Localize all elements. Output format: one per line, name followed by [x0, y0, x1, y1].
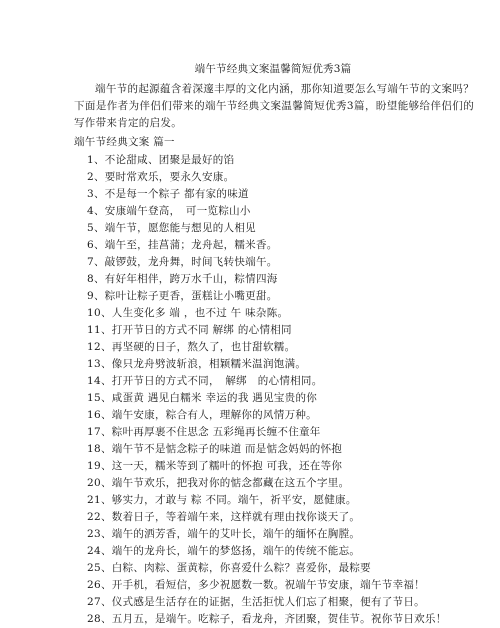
list-item [87, 526, 474, 543]
list-item-number: 18、 [87, 443, 112, 455]
list-item-text: 端午节欢乐，把我对你的惦念都藏在这五个字里。 [111, 477, 350, 489]
list-item [87, 237, 474, 254]
list-item-number: 12、 [87, 341, 112, 353]
list-item-number: 15、 [87, 392, 112, 404]
section-heading: 端午节经典文案 篇一 [74, 136, 175, 148]
intro-paragraph: 端午节的起源蕴含着深邃丰厚的文化内涵，那你知道要怎么写端午节的文案吗？下面是作者为伴侣们带来的端午节经典文案温馨简短优秀3篇，盼望能够给伴侣们的写作带来肯定的启发。 [74, 83, 474, 129]
list-item [87, 475, 474, 492]
list-item-text: 不论甜咸、团聚是最好的馅 [104, 154, 235, 166]
list-item-text: 端午节不是惦念粽子的味道 而是惦念妈妈的怀抱 [111, 443, 343, 455]
list-item-number: 23、 [87, 528, 112, 540]
list-item-text: 够实力，才敢与 粽 不同。端午，祈平安，愿健康。 [111, 494, 357, 506]
list-item-text: 粽叶再厚裹不住思念 五彩绳再长缠不住童年 [111, 426, 321, 438]
list-item-text: 数着日子，等着端午来，这样就有理由找你谈天了。 [111, 511, 361, 523]
list-item [87, 169, 474, 186]
list-item-number: 13、 [87, 358, 112, 370]
list-item-number: 28、 [87, 613, 112, 625]
list-item-text: 像只龙舟劈波斩浪，相颖糯米温润饱满。 [111, 358, 307, 370]
list-item-number: 1、 [87, 154, 105, 166]
list-item-number: 4、 [87, 205, 105, 217]
list-item [87, 152, 474, 169]
list-item-text: 开手机，看短信，多少祝愿数一数。祝端午节安康，端午节幸福！ [111, 579, 425, 591]
list-item [87, 441, 474, 458]
list-item [87, 203, 474, 220]
list-item-number: 20、 [87, 477, 112, 489]
list-item-text: 端午安康，粽合有人，理解你的风情万种。 [111, 409, 317, 421]
list-item [87, 611, 474, 628]
list-item-text: 粽叶让粽子更香，蛋糕让小嘴更甜。 [104, 290, 278, 302]
list-item [87, 271, 474, 288]
list-item [87, 186, 474, 203]
list-item-text: 打开节日的方式不同 解绑 的心情相同 [111, 324, 292, 336]
list-item-text: 端午的龙舟长，端午的梦悠扬，端午的传统不能忘。 [111, 545, 361, 557]
list-item [87, 356, 474, 373]
list-item [87, 424, 474, 441]
list-item [87, 254, 474, 271]
list-item [87, 492, 474, 509]
list-item-text: 仪式感是生活存在的证据，生活拒忧人们忘了相聚，便有了节日。 [111, 596, 425, 608]
list-item-text: 端午节，愿您能与想见的人相见 [104, 222, 256, 234]
list-item-text: 端午至，挂菖蒲；龙舟起，糯米香。 [104, 239, 278, 251]
list-item-number: 3、 [87, 188, 105, 200]
list-item-number: 17、 [87, 426, 112, 438]
list-item-number: 6、 [87, 239, 105, 251]
list-item [87, 594, 474, 611]
list-item [87, 220, 474, 237]
list-item-number: 9、 [87, 290, 105, 302]
list-item [87, 509, 474, 526]
list-item-text: 这一天，糯米等到了糯叶的怀抱 可我，还在等你 [111, 460, 343, 472]
list-item [87, 339, 474, 356]
list-item-number: 10、 [87, 307, 112, 319]
list-item-text: 端午的洒芳香，端午的艾叶长，端午的缅怀在胸膛。 [111, 528, 361, 540]
list-item [87, 305, 474, 322]
list-item-number: 25、 [87, 562, 112, 574]
list-item-text: 再坚硬的日子，熬久了，也甘甜软糯。 [111, 341, 296, 353]
list-item-number: 2、 [87, 171, 105, 183]
list-item-text: 白粽、肉粽、蛋黄粽，你喜爱什么粽？喜爱你，最粽要 [111, 562, 371, 574]
list-item-text: 安康端午登高， 可一览粽山小 [104, 205, 251, 217]
list-item [87, 543, 474, 560]
list-item [87, 560, 474, 577]
list-item-number: 26、 [87, 579, 112, 591]
copy-list [74, 152, 474, 628]
list-item-text: 五月五，是端午。吃粽子，看龙舟，齐团聚，贺佳节。祝你节日欢乐！ [111, 613, 447, 625]
list-item-text: 敲锣鼓，龙舟舞，时间飞转快端午。 [104, 256, 278, 268]
list-item-number: 27、 [87, 596, 112, 608]
list-item-number: 22、 [87, 511, 112, 523]
list-item [87, 288, 474, 305]
list-item-text: 打开节日的方式不同， 解绑 的心情相同。 [111, 375, 323, 387]
list-item-number: 5、 [87, 222, 105, 234]
list-item-number: 19、 [87, 460, 112, 472]
list-item-number: 14、 [87, 375, 112, 387]
list-item-text: 不是每一个粽子 都有家的味道 [104, 188, 249, 200]
list-item [87, 390, 474, 407]
list-item [87, 407, 474, 424]
list-item-text: 人生变化多 端 ，也不过 午 味杂陈。 [111, 307, 289, 319]
list-item-number: 16、 [87, 409, 112, 421]
list-item [87, 458, 474, 475]
list-item-text: 咸蛋黄 遇见白糯米 幸运的我 遇见宝贵的你 [111, 392, 318, 404]
list-item-number: 21、 [87, 494, 112, 506]
list-item-number: 7、 [87, 256, 105, 268]
document-title: 端午节经典文案温馨简短优秀3篇 [194, 63, 352, 75]
list-item [87, 322, 474, 339]
list-item-text: 要时常欢乐，要永久安康。 [104, 171, 235, 183]
list-item-number: 24、 [87, 545, 112, 557]
list-item-number: 8、 [87, 273, 105, 285]
list-item [87, 577, 474, 594]
list-item-number: 11、 [87, 324, 112, 336]
list-item-text: 有好年相伴，跨万水千山，粽情四海 [104, 273, 278, 285]
list-item [87, 373, 474, 390]
